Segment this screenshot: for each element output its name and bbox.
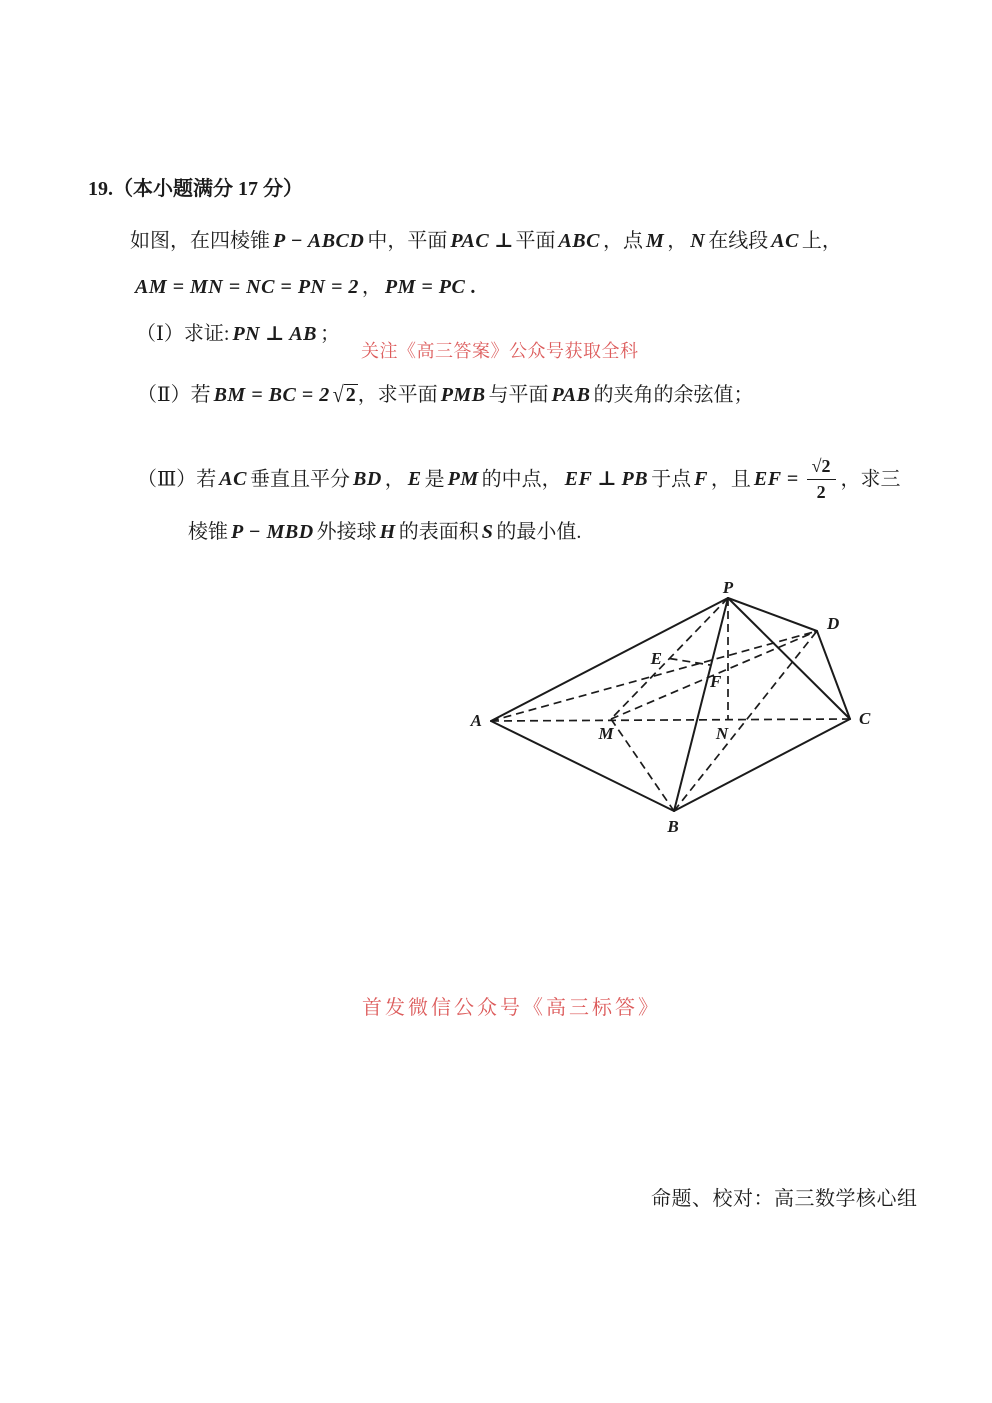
math-segment: AM = MN = NC = PN = 2 — [135, 276, 359, 298]
edge-BD — [674, 631, 817, 811]
perpendicular-symbol: ⊥ — [597, 468, 617, 491]
math-segment: P − MBD — [231, 521, 314, 543]
text-segment: 的最小值. — [496, 521, 582, 543]
edge-CD — [817, 631, 850, 719]
radicand: 2 — [345, 384, 356, 406]
text-segment: ，点 — [602, 230, 643, 252]
edge-AC — [491, 719, 850, 721]
part-1-line — [136, 324, 340, 344]
text-segment: 的表面积 — [398, 521, 479, 543]
part-3-continuation-line — [188, 522, 581, 542]
text-segment: 是 — [424, 468, 445, 491]
math-segment: PAB — [551, 384, 591, 406]
edge-PA — [491, 598, 728, 721]
question-number: 19. — [88, 178, 113, 200]
text-segment: 外接球 — [316, 521, 377, 543]
footer-credit: 命题、校对：高三数学核心组 — [651, 1188, 918, 1210]
text-segment: 如图，在四棱锥 — [130, 230, 270, 252]
radicand: 2 — [821, 456, 831, 476]
text-segment: ，求三 — [840, 468, 901, 491]
text-segment: 平面 — [515, 230, 556, 252]
math-segment: EF = — [753, 468, 799, 491]
edge-AD — [491, 631, 817, 721]
text-segment: ， — [361, 276, 382, 298]
text-segment: ， — [667, 230, 688, 252]
intro-line-1 — [130, 231, 842, 251]
edge-BC — [674, 719, 850, 811]
math-segment: P − ABCD — [273, 230, 365, 252]
radical-sign: √ — [332, 382, 344, 408]
text-segment: 上， — [801, 230, 842, 252]
math-segment: N — [690, 230, 706, 252]
vertex-label-M: M — [598, 724, 614, 743]
math-segment: AC — [771, 230, 799, 252]
red-watermark-bottom: 首发微信公众号《高三标答》 — [362, 997, 661, 1019]
math-segment: EF — [564, 468, 593, 491]
text-segment: （Ⅲ）若 — [137, 468, 217, 491]
edge-PD — [728, 598, 817, 631]
math-segment: PB — [621, 468, 649, 491]
text-segment: 棱锥 — [188, 521, 228, 543]
text-segment: 在线段 — [708, 230, 769, 252]
text-segment: （Ⅰ）求证: — [136, 323, 230, 345]
text-segment: （Ⅱ）若 — [137, 384, 211, 406]
math-segment: M — [645, 230, 665, 252]
vertex-label-C: C — [859, 709, 871, 728]
red-watermark-top: 关注《高三答案》公众号获取全科 — [361, 341, 639, 361]
fraction-numerator — [807, 455, 836, 480]
sqrt-radical — [332, 382, 358, 408]
text-segment: ， — [384, 468, 405, 491]
text-segment: ； — [320, 323, 341, 345]
math-segment: PM = PC — [384, 276, 466, 298]
text-segment: 垂直且平分 — [249, 468, 350, 491]
pyramid-figure — [460, 580, 890, 845]
question-heading — [88, 179, 303, 199]
intro-line-2 — [132, 277, 477, 297]
math-segment: S — [481, 521, 494, 543]
part-3-line — [137, 457, 901, 504]
math-segment: AC — [219, 468, 247, 491]
score-note: （本小题满分 17 分） — [113, 178, 303, 200]
text-segment: 中，平面 — [367, 230, 448, 252]
math-segment: AB — [289, 323, 318, 345]
math-segment: PAC — [450, 230, 490, 252]
math-segment: BM = BC = 2 — [213, 384, 330, 406]
edge-AB — [491, 721, 674, 811]
text-segment: ，求平面 — [357, 384, 438, 406]
text-segment: 于点 — [651, 468, 692, 491]
edge-PB — [674, 598, 728, 811]
part-2-line — [137, 382, 754, 408]
vertex-label-D: D — [827, 614, 840, 633]
perpendicular-symbol: ⊥ — [494, 230, 514, 252]
math-segment: E — [407, 468, 422, 491]
vertex-label-F: F — [710, 672, 722, 691]
vertex-label-E: E — [650, 649, 662, 668]
vertex-label-A: A — [470, 711, 482, 730]
edge-MB — [611, 719, 674, 811]
text-segment: 与平面 — [488, 384, 549, 406]
radical-sign: √ — [811, 456, 822, 476]
text-segment: 的中点， — [481, 468, 562, 491]
math-segment: PN — [232, 323, 261, 345]
perpendicular-symbol: ⊥ — [265, 323, 285, 345]
math-segment: BD — [352, 468, 382, 491]
math-segment: H — [379, 521, 396, 543]
text-segment: ，且 — [710, 468, 751, 491]
period: . — [470, 276, 476, 298]
pyramid-figure-svg — [460, 580, 890, 845]
math-segment: F — [694, 468, 708, 491]
fraction-sqrt2-over-2 — [807, 455, 836, 502]
math-segment: PM — [447, 468, 479, 491]
math-segment: ABC — [558, 230, 600, 252]
vertex-label-P: P — [722, 580, 734, 597]
fraction-denominator: 2 — [816, 481, 826, 502]
text-segment: 的夹角的余弦值； — [593, 384, 754, 406]
vertex-label-B: B — [667, 817, 679, 836]
vertex-label-N: N — [715, 724, 729, 743]
math-segment: PMB — [440, 384, 486, 406]
